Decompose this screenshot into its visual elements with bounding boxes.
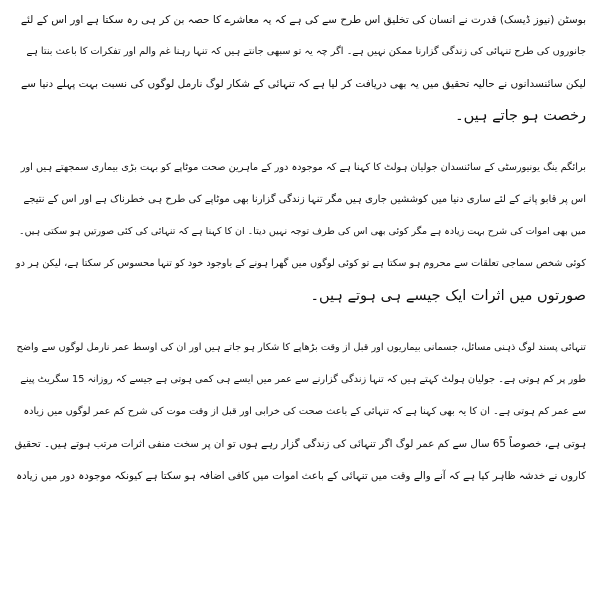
- paragraph-3: [14, 332, 586, 492]
- paragraph-2: [14, 152, 586, 312]
- paragraph-1: [14, 4, 586, 132]
- text-line: تنہائی پسند لوگ ذہنی مسائل، جسمانی بیماریوں اور قبل از وقت بڑھاپے کا شکار ہو جاتے ہیں اور ان کی اوسط عمر نارمل لوگوں سے واضح: [16, 342, 586, 353]
- text-line: اس پر قابو پانے کے لئے ساری دنیا میں کوششیں جاری ہیں مگر تنہا زندگی گزارنا بھی موٹاپے کی طرح ہی خطرناک ہے اور اس کے نتیجے: [23, 194, 586, 205]
- text-line: رخصت ہو جاتے ہیں۔: [455, 108, 586, 124]
- text-line: ہوتی ہے، خصوصاً 65 سال سے کم عمر لوگ اگر تنہائی کی زندگی گزار رہے ہوں تو ان پر سخت منفی اثرات مرتب ہوتے ہیں۔ تحقیق: [14, 438, 586, 450]
- text-line: طور پر کم ہوتی ہے۔ جولیان ہولٹ کہتے ہیں کہ تنہا زندگی گزارنے سے عمر میں ایسے ہی کمی ہوتی ہے جیسے کہ روزانہ 15 سگریٹ پینے: [20, 374, 586, 385]
- text-line: کاروں نے خدشہ ظاہر کیا ہے کہ آنے والے وقت میں تنہائی کے باعث اموات میں کافی اضافہ ہو سکتا ہے کیونکہ موجودہ دور میں زیادہ: [16, 470, 586, 482]
- text-line: برائگم ینگ یونیورسٹی کے سائنسدان جولیان ہولٹ کا کہنا ہے کہ موجودہ دور کے ماہرین صحت موٹاپے کو بہت بڑی بیماری سمجھتے ہیں اور: [20, 162, 586, 173]
- text-line: بوسٹن (نیوز ڈیسک) قدرت نے انسان کی تخلیق اس طرح سے کی ہے کہ یہ معاشرے کا حصہ بن کر ہی رہ سکتا ہے اور اس کے لئے: [20, 14, 586, 26]
- text-line: سے عمر کم ہوتی ہے۔ ان کا یہ بھی کہنا ہے کہ تنہائی کے باعث صحت کی خرابی اور قبل از وقت موت کی شرح کم عمر لوگوں میں زیادہ: [23, 406, 586, 417]
- text-line: کوئی شخص سماجی تعلقات سے محروم ہو سکتا ہے تو کوئی لوگوں میں گھرا ہونے کے باوجود خود کو تنہا محسوس کر سکتا ہے، لیکن ہر دو: [15, 258, 586, 269]
- text-line: لیکن سائنسدانوں نے حالیہ تحقیق میں یہ بھی دریافت کر لیا ہے کہ تنہائی کے شکار لوگ نارمل لوگوں کی نسبت بہت پہلے دنیا سے: [20, 78, 586, 90]
- text-line: میں بھی اموات کی شرح بہت زیادہ ہے مگر کوئی بھی اس کی طرف توجہ نہیں دیتا۔ ان کا کہنا ہے کہ تنہائی کی کئی صورتیں ہو سکتی ہیں۔: [19, 226, 586, 237]
- text-line: جانوروں کی طرح تنہائی کی زندگی گزارنا ممکن نہیں ہے۔ اگر چہ یہ تو سبھی جانتے ہیں کہ تنہا رہنا غم والم اور تفکرات کا باعث بنتا ہے: [26, 46, 586, 57]
- text-line: صورتوں میں اثرات ایک جیسے ہی ہوتے ہیں۔: [310, 288, 586, 304]
